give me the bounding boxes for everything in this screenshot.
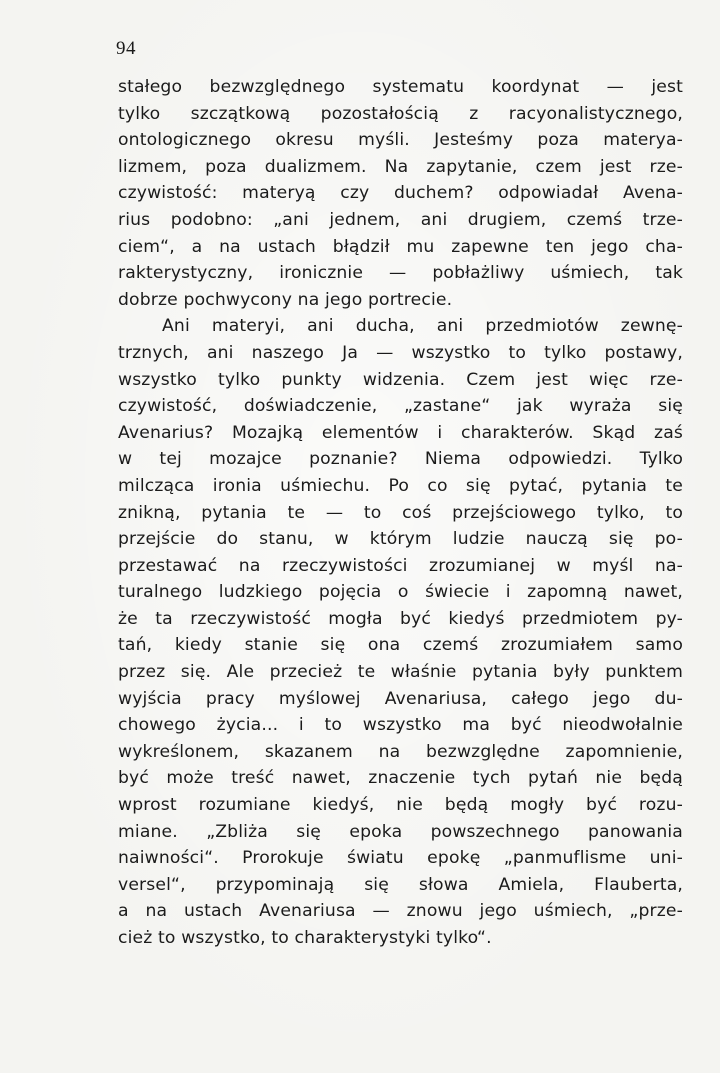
text-line: znikną, pytania te — to coś przejściowego tylko, to	[118, 502, 683, 523]
text-line: czywistość: materyą czy duchem? odpowiadał Avena-	[118, 183, 683, 204]
text-line: milcząca ironia uśmiechu. Po co się pytać, pytania te	[118, 475, 683, 496]
text-line: tylko szczątkową pozostałością z racyonalistycznego,	[118, 103, 683, 124]
text-line: Ani materyi, ani ducha, ani przedmiotów zewnę-	[162, 316, 683, 337]
text-line: stałego bezwzględnego systematu koordynat — jest	[118, 77, 683, 97]
text-line: ontologicznego okresu myśli. Jesteśmy poza materya-	[118, 130, 683, 151]
text-line: turalnego ludzkiego pojęcia o świecie i zapomną nawet,	[118, 582, 683, 603]
text-line: przestawać na rzeczywistości zrozumianej w myśl na-	[118, 555, 683, 576]
text-line: trznych, ani naszego Ja — wszystko to tylko postawy,	[118, 342, 683, 363]
page-number: 94	[116, 38, 136, 59]
text-line: w tej mozajce poznanie? Niema odpowiedzi. Tylko	[118, 449, 683, 470]
text-line: versel“, przypominają się słowa Amiela, Flauberta,	[118, 874, 683, 895]
text-line: a na ustach Avenariusa — znowu jego uśmiech, „prze-	[118, 901, 683, 922]
text-line: że ta rzeczywistość mogła być kiedyś przedmiotem py-	[118, 608, 683, 629]
text-line: naiwności“. Prorokuje światu epokę „panmuflisme uni-	[118, 848, 683, 869]
text-line: przejście do stanu, w którym ludzie nauczą się po-	[118, 529, 683, 550]
text-line: wyjścia pracy myślowej Avenariusa, całego jego du-	[118, 688, 683, 709]
text-line: wszystko tylko punkty widzenia. Czem jest więc rze-	[118, 369, 683, 390]
text-line: Avenarius? Mozajką elementów i charakterów. Skąd zaś	[118, 422, 683, 443]
text-line: rius podobno: „ani jednem, ani drugiem, czemś trze-	[118, 209, 683, 230]
text-line: miane. „Zbliża się epoka powszechnego panowania	[118, 821, 683, 842]
text-line: chowego życia... i to wszystko ma być nieodwołalnie	[118, 715, 683, 736]
text-line: wykreślonem, skazanem na bezwzględne zapomnienie,	[118, 741, 683, 762]
text-line: rakterystyczny, ironicznie — pobłażliwy uśmiech, tak	[118, 263, 683, 284]
text-line: ciem“, a na ustach błądził mu zapewne ten jego cha-	[118, 236, 683, 257]
text-line: przez się. Ale przecież te właśnie pytania były punktem	[118, 662, 683, 683]
paragraph	[118, 74, 683, 313]
text-line: dobrze pochwycony na jego portrecie.	[118, 289, 453, 310]
text-line: czywistość, doświadczenie, „zastane“ jak wyraża się	[118, 396, 683, 417]
text-line: być może treść nawet, znaczenie tych pytań nie będą	[118, 768, 683, 789]
text-line: cież to wszystko, to charakterystyki tylko“.	[118, 928, 492, 948]
paragraph	[118, 313, 683, 951]
text-line: tań, kiedy stanie się ona czemś zrozumiałem samo	[118, 635, 683, 656]
text-line: wprost rozumiane kiedyś, nie będą mogły być rozu-	[118, 795, 683, 816]
body-text	[118, 74, 683, 952]
text-line: lizmem, poza dualizmem. Na zapytanie, czem jest rze-	[118, 156, 683, 177]
